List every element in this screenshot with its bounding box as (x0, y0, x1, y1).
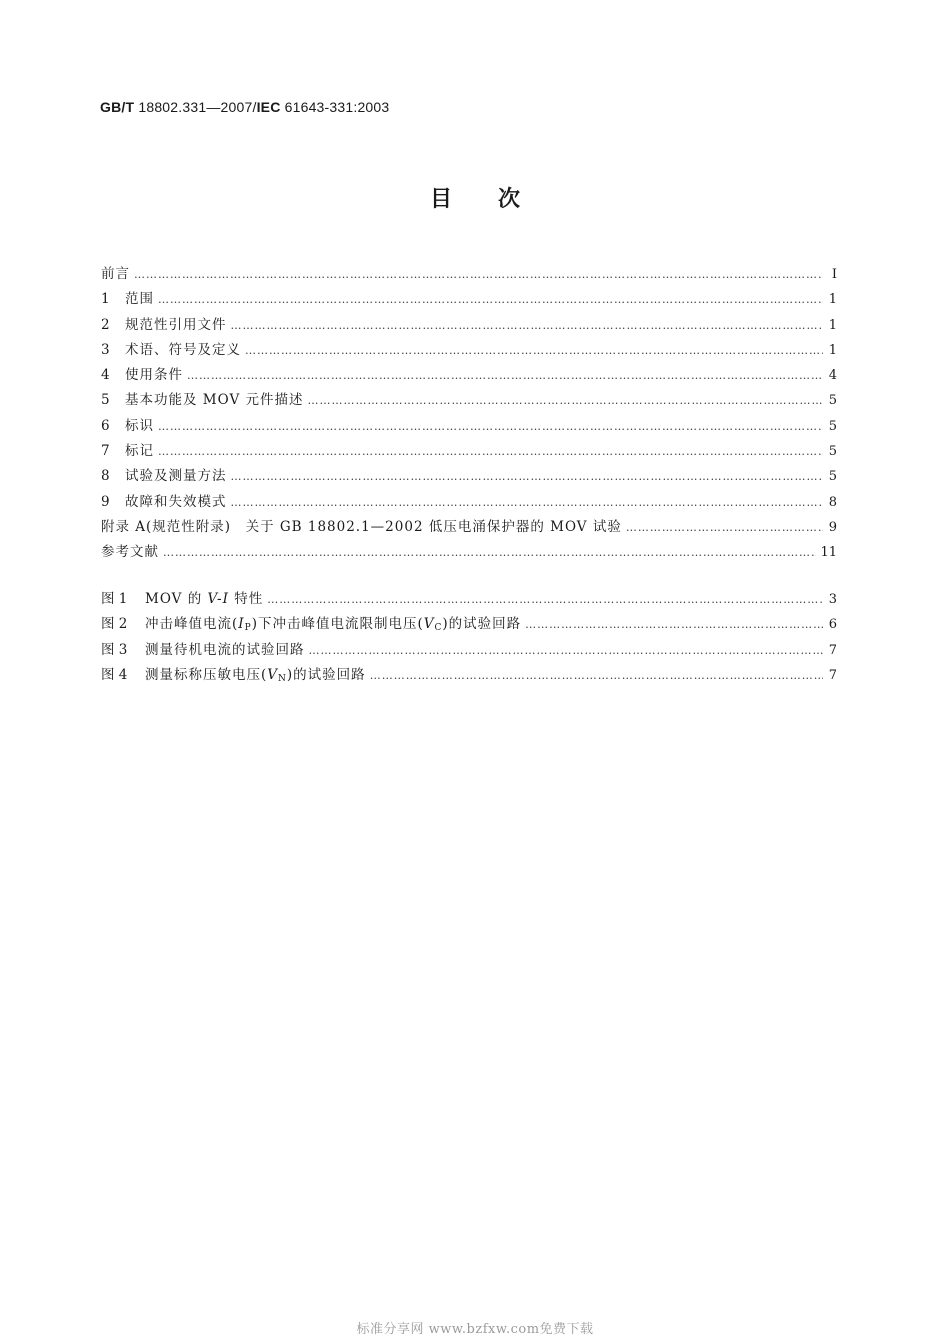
toc-leader (245, 344, 823, 357)
toc-leader (187, 369, 823, 382)
toc-leader (134, 268, 823, 281)
figure-page: 6 (828, 617, 837, 633)
figure-entry-1[interactable] (101, 587, 837, 612)
toc-leader (626, 521, 823, 534)
toc-number: 8 (101, 468, 110, 485)
toc-label: 规范性引用文件 (125, 316, 227, 333)
toc-number: 5 (101, 392, 110, 409)
toc-label: 故障和失效模式 (125, 493, 227, 510)
toc-leader (158, 420, 823, 433)
toc-page: 5 (828, 418, 837, 434)
standard-prefix: GB/T (100, 99, 135, 115)
toc-label: 标识 (125, 417, 154, 434)
toc-label: 试验及测量方法 (125, 468, 227, 485)
toc-page: 5 (828, 469, 837, 485)
table-of-contents (101, 262, 837, 566)
toc-page: 8 (828, 494, 837, 510)
footer-watermark: 标准分享网 www.bzfxw.com免费下载 (356, 1322, 594, 1337)
figure-label (145, 612, 521, 633)
standard-number: 18802.331—2007/ (138, 99, 257, 115)
figure-label-subscript: P (244, 623, 252, 634)
toc-number: 1 (101, 291, 110, 308)
toc-entry-6[interactable] (101, 414, 837, 439)
figure-label-text: 冲击峰值电流( (145, 616, 239, 633)
toc-leader (308, 394, 824, 407)
toc-entry-annex-a[interactable] (101, 515, 837, 540)
toc-leader (231, 496, 824, 509)
toc-page: 4 (828, 368, 837, 384)
toc-number: 2 (101, 316, 110, 333)
list-of-figures (101, 587, 837, 688)
standard-header (100, 99, 389, 115)
toc-page: 1 (828, 342, 837, 358)
figure-label-variable: I (238, 616, 245, 633)
figure-entry-3[interactable] (101, 638, 837, 663)
figure-page: 7 (828, 642, 837, 658)
figure-label-text: )的试验回路 (442, 616, 522, 633)
toc-label: 前言 (101, 266, 130, 282)
toc-entry-5[interactable] (101, 388, 837, 413)
toc-label: 术语、符号及定义 (125, 341, 241, 358)
toc-number: 7 (101, 443, 110, 460)
toc-page: 1 (828, 292, 837, 308)
figure-label: 测量待机电流的试验回路 (145, 641, 305, 658)
iec-number: 61643-331:2003 (284, 99, 390, 115)
toc-label: 范围 (125, 291, 154, 308)
figure-entry-4[interactable] (101, 663, 837, 688)
toc-page: 11 (820, 545, 837, 561)
figure-entry-2[interactable] (101, 612, 837, 637)
figure-label (145, 663, 366, 684)
toc-label: 参考文献 (101, 544, 159, 561)
toc-label: 基本功能及 MOV 元件描述 (125, 392, 304, 409)
toc-leader (309, 644, 824, 657)
figure-label-text: )的试验回路 (286, 666, 366, 683)
toc-leader (163, 546, 816, 559)
page-title: 目次 (429, 186, 566, 212)
toc-number: 6 (101, 417, 110, 434)
figure-number: 图 1 (101, 591, 128, 607)
toc-number: 3 (101, 341, 110, 358)
toc-number: 4 (101, 367, 110, 384)
toc-leader (370, 669, 823, 682)
toc-number: 9 (101, 493, 110, 510)
toc-entry-1[interactable] (101, 287, 837, 312)
figure-label-variable: V (423, 616, 435, 633)
figure-label-text: )下冲击峰值电流限制电压( (251, 616, 424, 633)
figure-label-subscript: N (278, 673, 287, 684)
toc-entry-2[interactable] (101, 313, 837, 338)
figure-label-subscript: C (434, 623, 443, 634)
toc-label: 使用条件 (125, 367, 183, 384)
toc-page: 5 (828, 393, 837, 409)
figure-page: 7 (828, 667, 837, 683)
iec-prefix: IEC (256, 99, 281, 115)
toc-entry-3[interactable] (101, 338, 837, 363)
figure-label-variable: V-I (207, 591, 229, 607)
toc-leader (267, 593, 823, 606)
figure-label-text: 特性 (228, 591, 264, 607)
toc-entry-bibliography[interactable] (101, 540, 837, 565)
figure-number: 图 4 (101, 666, 128, 683)
toc-leader (158, 293, 823, 306)
toc-page: 1 (828, 317, 837, 333)
toc-leader (231, 470, 824, 483)
figure-page: 3 (828, 592, 837, 607)
toc-label: 附录 A(规范性附录) 关于 GB 18802.1—2002 低压电涌保护器的 MOV 试验 (101, 518, 622, 535)
figure-number: 图 3 (101, 641, 128, 658)
toc-entry-foreword[interactable] (101, 262, 837, 287)
figure-label-text: 测量标称压敏电压( (145, 666, 268, 683)
figure-label-variable: V (267, 666, 279, 683)
toc-entry-8[interactable] (101, 464, 837, 489)
figure-label-text: MOV 的 (145, 591, 208, 607)
toc-leader (158, 445, 823, 458)
toc-entry-7[interactable] (101, 439, 837, 464)
figure-label (145, 587, 263, 607)
toc-entry-4[interactable] (101, 363, 837, 388)
toc-page: 5 (828, 444, 837, 460)
toc-leader (231, 319, 824, 332)
toc-page: I (831, 267, 837, 282)
toc-entry-9[interactable] (101, 490, 837, 515)
figure-number: 图 2 (101, 616, 128, 633)
toc-page: 9 (828, 519, 837, 535)
toc-label: 标记 (125, 443, 154, 460)
toc-leader (525, 618, 823, 631)
